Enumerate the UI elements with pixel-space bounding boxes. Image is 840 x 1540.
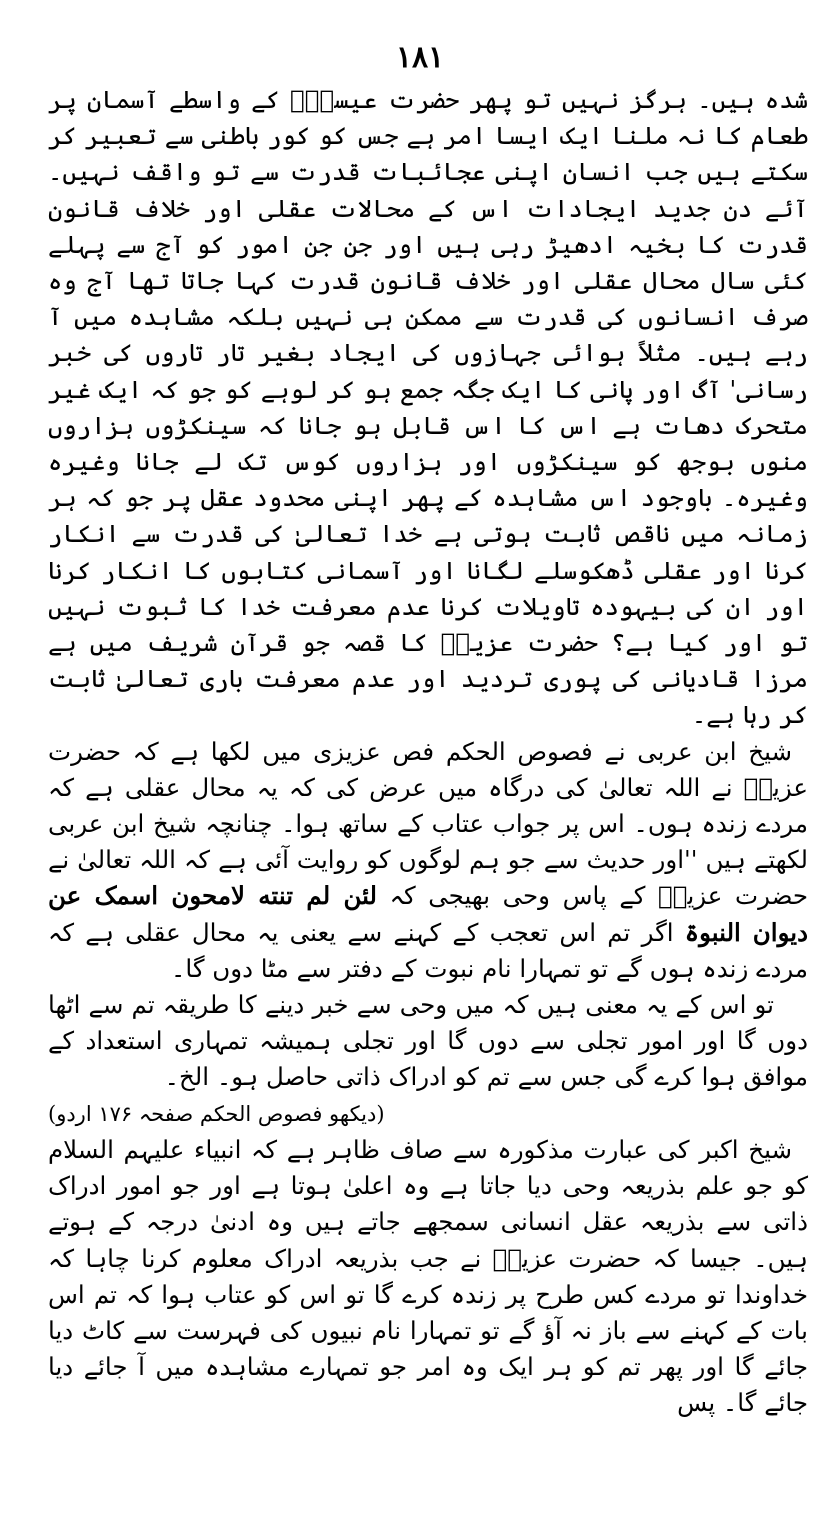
page-number: ۱۸۱	[395, 40, 445, 75]
reference-citation: (دیکھو فصوص الحکم صفحہ ۱۷۶ اردو)	[48, 1101, 385, 1126]
paragraph-4: شیخ اکبر کی عبارت مذکورہ سے صاف ظاہر ہے کہ انبیاء علیہم السلام کو جو علم بذریعہ وحی دیا جاتا ہے وہ اعلیٰ ہوتا ہے اور جو امور ادراک ذاتی سے بذریعہ عقل انسانی سمجھے جاتے ہیں وہ ادنیٰ درجہ کے ہوتے ہیں۔ جیسا کہ حضرت عزیرؑ نے جب بذریعہ ادراک معلوم کرنا چاہا کہ خداوندا تو مردے کس طرح پر زندہ کرے گا تو اس کو عتاب ہوا کہ تم اس بات کے کہنے سے باز نہ آؤ گے تو تمہارا نام نبیوں کی فہرست سے کاٹ دیا جائے گا اور پھر تم کو ہر ایک وہ امر جو تمہارے مشاہدہ میں آ جائے دیا جائے گا۔ پس	[48, 1134, 808, 1418]
paragraph-3: تو اس کے یہ معنی ہیں کہ میں وحی سے خبر دینے کا طریقہ تم سے اٹھا دوں گا اور امور تجلی سے دوں گا اور تجلی ہمیشہ تمہاری استعداد کے موافق ہوا کرے گی جس سے تم کو ادراک ذاتی حاصل ہو۔ الخ۔	[48, 990, 808, 1092]
paragraph-2-continuation: اگر تم اس تعجب کے کہنے سے یعنی یہ محال عقلی ہے کہ مردے زندہ ہوں گے تو تمہارا نام نبوت کے دفتر سے مٹا دوں گا۔	[48, 917, 808, 983]
paragraph-2	[48, 734, 808, 987]
paragraph-1: شدہ ہیں۔ ہرگز نہیں تو پھر حضرت عیسیٰؑ کے واسطے آسمان پر طعام کا نہ ملنا ایک ایسا امر ہے جس کو کور باطنی سے تعبیر کر سکتے ہیں جب انسان اپنی عجائبات قدرت سے تو واقف نہیں۔ آئے دن جدید ایجادات اس کے محالات عقلی اور خلاف قانون قدرت کا بخیہ ادھیڑ رہی ہیں اور جن جن امور کو آج سے پہلے کئی سال محال عقلی اور خلاف قانون قدرت کہا جاتا تھا آج وہ صرف انسانوں کی قدرت سے ممکن ہی نہیں بلکہ مشاہدہ میں آ رہے ہیں۔ مثلاً ہوائی جہازوں کی ایجاد بغیر تار تاروں کی خبر رسانی' آگ اور پانی کا ایک جگہ جمع ہو کر لوہے کو جو کہ ایک غیر متحرک دھات ہے اس کا اس قابل ہو جانا کہ سینکڑوں ہزاروں منوں بوجھ کو سینکڑوں اور ہزاروں کوس تک لے جانا وغیرہ وغیرہ۔ باوجود اس مشاہدہ کے پھر اپنی محدود عقل پر جو کہ ہر زمانہ میں ناقص ثابت ہوتی ہے خدا تعالیٰ کی قدرت سے انکار کرنا اور عقلی ڈھکوسلے لگانا اور آسمانی کتابوں کا انکار کرنا اور ان کی بیہودہ تاویلات کرنا عدم معرفت خدا کا ثبوت نہیں تو اور کیا ہے؟ حضرت عزیرؑ کا قصہ جو قرآن شریف میں ہے مرزا قادیانی کی پوری تردید اور عدم معرفت باری تعالیٰ ثابت کر رہا ہے۔	[48, 85, 808, 730]
arabic-quote: لئن لم تنته لامحون اسمک عن دیوان النبوۃ	[48, 881, 808, 947]
body-text	[48, 82, 808, 1422]
reference-line	[48, 1096, 808, 1132]
paragraph-2-text: شیخ ابن عربی نے فصوص الحکم فص عزیزی میں لکھا ہے کہ حضرت عزیرؑ نے اللہ تعالیٰ کی درگاہ میں عرض کی کہ یہ محال عقلی ہے کہ مردے زندہ ہوں۔ اس پر جواب عتاب کے ساتھ ہوا۔ چنانچہ شیخ ابن عربی لکھتے ہیں ''اور حدیث سے جو ہم لوگوں کو روایت آئی ہے کہ اللہ تعالیٰ نے حضرت عزیرؑ کے پاس وحی بھیجی کہ	[48, 736, 808, 911]
